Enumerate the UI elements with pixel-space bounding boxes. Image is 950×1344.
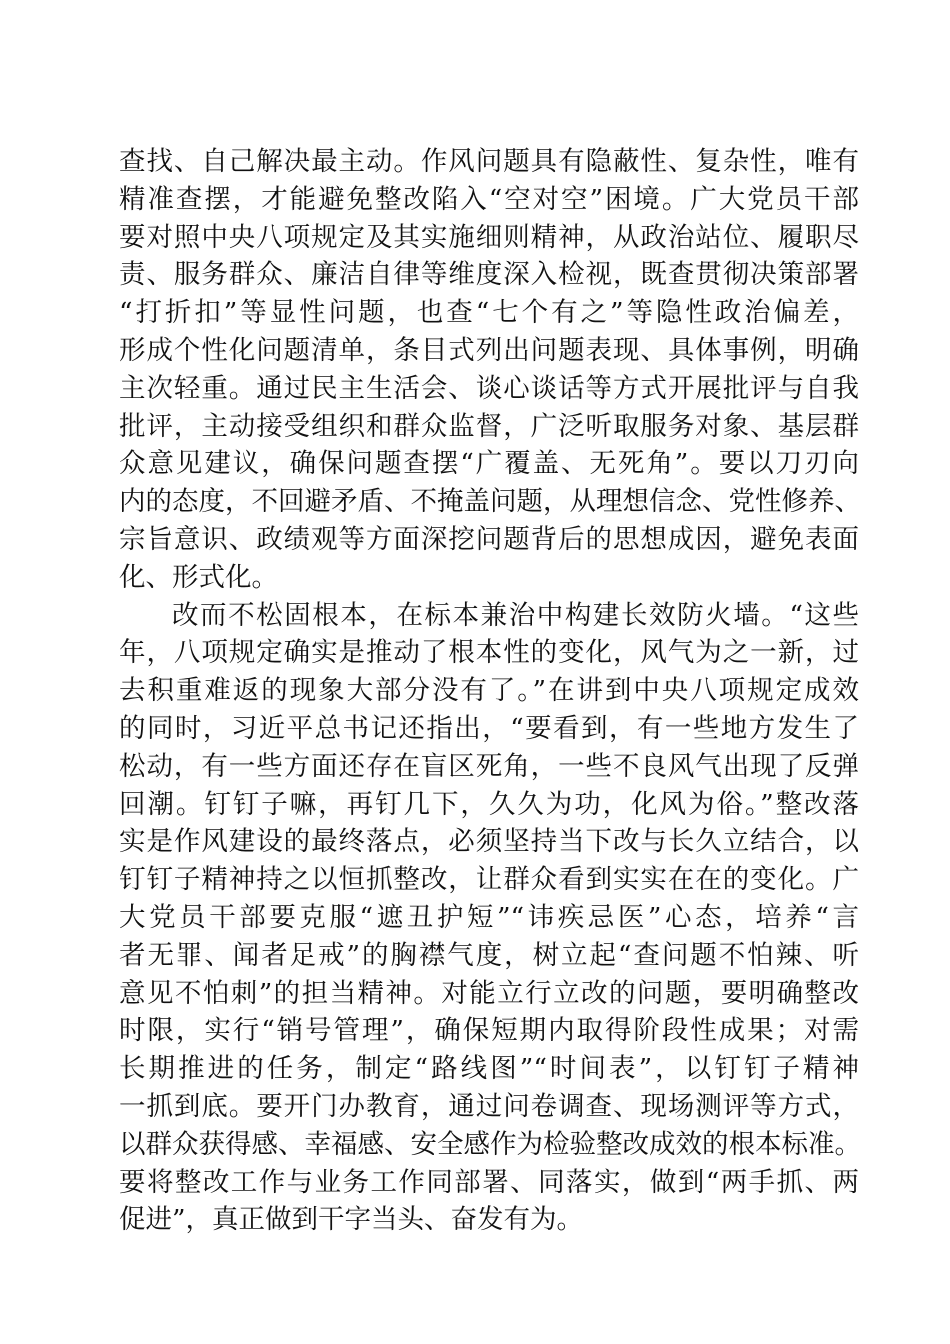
- text-line: 责、服务群众、廉洁自律等维度深入检视，既查贯彻决策部署: [119, 259, 859, 291]
- text-line: 松动，有一些方面还存在盲区死角，一些不良风气出现了反弹: [119, 750, 859, 782]
- text-line: 者无罪、闻者足戒”的胸襟气度，树立起“查问题不怕辣、听: [119, 939, 859, 971]
- text-line: 改而不松固根本，在标本兼治中构建长效防火墙。“这些: [172, 599, 859, 631]
- text-line: 批评，主动接受组织和群众监督，广泛听取服务对象、基层群: [119, 410, 859, 442]
- text-line: 要将整改工作与业务工作同部署、同落实，做到“两手抓、两: [119, 1166, 859, 1198]
- text-line: 回潮。钉钉子嘛，再钉几下，久久为功，化风为俗。”整改落: [119, 788, 859, 820]
- text-line: 要对照中央八项规定及其实施细则精神，从政治站位、履职尽: [119, 221, 859, 253]
- text-line: 查找、自己解决最主动。作风问题具有隐蔽性、复杂性，唯有: [119, 146, 859, 177]
- text-line: 化、形式化。: [119, 561, 278, 593]
- text-line: 年，八项规定确实是推动了根本性的变化，风气为之一新，过: [119, 637, 859, 669]
- paragraph: [119, 143, 859, 597]
- text-line: 时限，实行“销号管理”，确保短期内取得阶段性成果；对需: [119, 1015, 859, 1047]
- text-line: 钉钉子精神持之以恒抓整改，让群众看到实实在在的变化。广: [119, 864, 859, 896]
- text-line: 促进”，真正做到干字当头、奋发有为。: [119, 1204, 584, 1236]
- text-line: 大党员干部要克服“遮丑护短”“讳疾忌医”心态，培养“言: [119, 901, 859, 933]
- text-line: 长期推进的任务，制定“路线图”“时间表”，以钉钉子精神: [119, 1053, 859, 1085]
- text-line: 一抓到底。要开门办教育，通过问卷调查、现场测评等方式，: [119, 1090, 859, 1122]
- text-line: 实是作风建设的最终落点，必须坚持当下改与长久立结合，以: [119, 826, 859, 858]
- text-line: 主次轻重。通过民主生活会、谈心谈话等方式开展批评与自我: [119, 372, 859, 404]
- text-line: “打折扣”等显性问题，也查“七个有之”等隐性政治偏差，: [119, 297, 859, 329]
- text-line: 内的态度，不回避矛盾、不掩盖问题，从理想信念、党性修养、: [119, 486, 861, 518]
- text-line: 精准查摆，才能避免整改陷入“空对空”困境。广大党员干部: [119, 183, 859, 215]
- text-line: 以群众获得感、幸福感、安全感作为检验整改成效的根本标准。: [119, 1128, 861, 1160]
- paragraph: [119, 597, 859, 1240]
- text-line: 众意见建议，确保问题查摆“广覆盖、无死角”。要以刀刃向: [119, 448, 859, 480]
- text-line: 形成个性化问题清单，条目式列出问题表现、具体事例，明确: [119, 334, 859, 366]
- text-line: 去积重难返的现象大部分没有了。”在讲到中央八项规定成效: [119, 675, 859, 707]
- body-text: [119, 143, 859, 1239]
- text-line: 宗旨意识、政绩观等方面深挖问题背后的思想成因，避免表面: [119, 523, 859, 555]
- text-line: 的同时，习近平总书记还指出，“要看到，有一些地方发生了: [119, 712, 859, 744]
- text-line: 意见不怕刺”的担当精神。对能立行立改的问题，要明确整改: [119, 977, 859, 1009]
